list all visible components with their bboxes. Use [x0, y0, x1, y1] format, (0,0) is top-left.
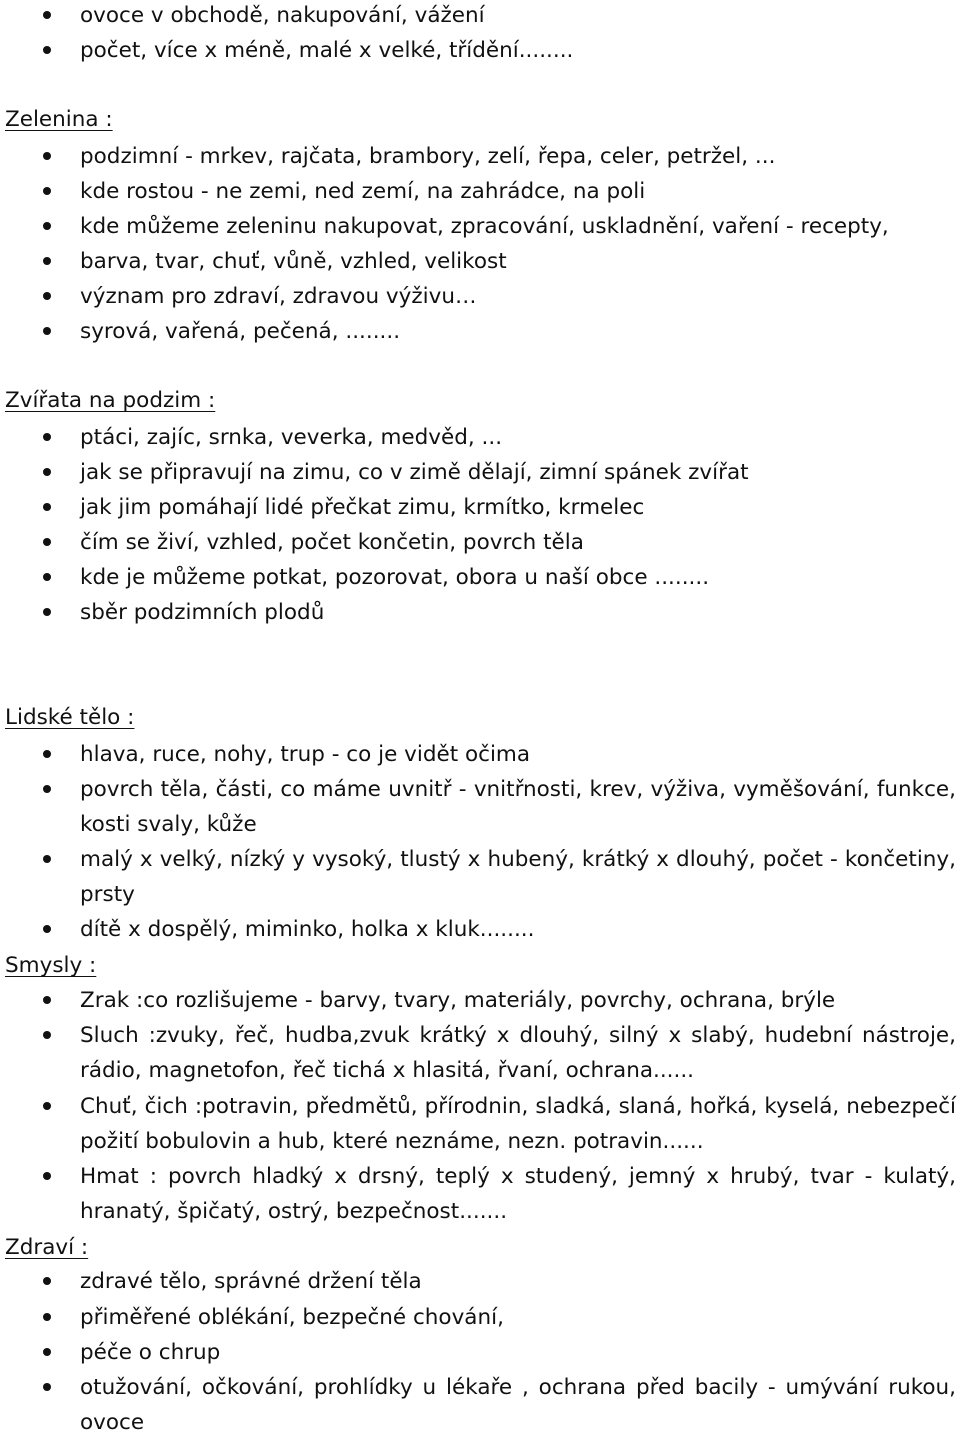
bullet-icon [43, 1102, 51, 1110]
list-item-text: kde je můžeme potkat, pozorovat, obora u naší obce ........ [80, 565, 710, 590]
list-item [80, 455, 956, 490]
list-item-text: otužování, očkování, prohlídky u lékaře , ochrana před bacily - umývání rukou, ovoce [80, 1375, 956, 1435]
list-item-text: kde můžeme zeleninu nakupovat, zpracování, uskladnění, vaření - recepty, [80, 214, 889, 239]
list-item [80, 1089, 956, 1159]
bullet-icon [43, 152, 51, 160]
list-item [80, 209, 956, 244]
list-item [80, 525, 956, 560]
list-item-text: Zrak :co rozlišujeme - barvy, tvary, materiály, povrchy, ochrana, brýle [80, 988, 836, 1013]
bullet-icon [43, 855, 51, 863]
list-item-text: dítě x dospělý, miminko, holka x kluk........ [80, 917, 535, 942]
list-item [80, 737, 956, 772]
bullet-icon [43, 468, 51, 476]
list-item-text: kde rostou - ne zemi, ned zemí, na zahrádce, na poli [80, 179, 646, 204]
bullet-icon [43, 1313, 51, 1321]
list-item [80, 983, 956, 1018]
bullet-icon [43, 996, 51, 1004]
bullet-icon [43, 327, 51, 335]
list-item-text: Sluch :zvuky, řeč, hudba,zvuk krátký x dlouhý, silný x slabý, hudební nástroje, rádio, magnetofon, řeč tichá x hlasitá, řvaní, ochrana...... [80, 1023, 956, 1083]
list-item [80, 244, 956, 279]
list-item [80, 139, 956, 174]
bullet-icon [43, 1277, 51, 1285]
list-item-text: malý x velký, nízký y vysoký, tlustý x hubený, krátký x dlouhý, počet - končetiny, prsty [80, 847, 956, 907]
list-item-text: péče o chrup [80, 1340, 221, 1365]
bullet-icon [43, 433, 51, 441]
bullet-icon [43, 1031, 51, 1039]
list-item-text: sběr podzimních plodů [80, 600, 325, 625]
list-item-text: Hmat : povrch hladký x drsný, teplý x studený, jemný x hrubý, tvar - kulatý, hranatý, špičatý, ostrý, bezpečnost....... [80, 1164, 956, 1224]
list-item-text: zdravé tělo, správné držení těla [80, 1269, 422, 1294]
list-item [80, 490, 956, 525]
list-item-text: ptáci, zajíc, srnka, veverka, medvěd, ... [80, 425, 503, 450]
bullet-icon [43, 608, 51, 616]
list-item [80, 1159, 956, 1229]
list-item [80, 33, 956, 68]
list-item-text: povrch těla, části, co máme uvnitř - vnitřnosti, krev, výživa, vyměšování, funkce, kosti svaly, kůže [80, 777, 956, 837]
list-item-text: význam pro zdraví, zdravou výživu… [80, 284, 477, 309]
list-item [80, 314, 956, 349]
bullet-icon [43, 46, 51, 54]
list-item [80, 595, 956, 630]
list-item [80, 842, 956, 912]
bullet-icon [43, 925, 51, 933]
list-item [80, 1370, 956, 1440]
bullet-icon [43, 292, 51, 300]
list-item [80, 1018, 956, 1088]
bullet-icon [43, 750, 51, 758]
list-item-text: Chuť, čich :potravin, předmětů, přírodnin, sladká, slaná, hořká, kyselá, nebezpečí požití bobulovin a hub, které neznáme, nezn. potravin...... [80, 1094, 956, 1154]
list-item [80, 174, 956, 209]
list-item [80, 912, 956, 947]
bullet-icon [43, 785, 51, 793]
list-item-text: čím se živí, vzhled, počet končetin, povrch těla [80, 530, 584, 555]
bullet-icon [43, 187, 51, 195]
list-item [80, 1335, 956, 1370]
list-item [80, 420, 956, 455]
section-heading-zdravi: Zdraví : [5, 1235, 89, 1260]
list-item-text: barva, tvar, chuť, vůně, vzhled, velikost [80, 249, 507, 274]
list-item [80, 772, 956, 842]
list-item-text: počet, více x méně, malé x velké, třídění........ [80, 38, 574, 63]
list-item-text: jak jim pomáhají lidé přečkat zimu, krmítko, krmelec [80, 495, 645, 520]
list-item [80, 560, 956, 595]
bullet-icon [43, 1172, 51, 1180]
list-item-text: ovoce v obchodě, nakupování, vážení [80, 3, 485, 28]
section-heading-zvirata: Zvířata na podzim : [5, 388, 216, 413]
list-item-text: syrová, vařená, pečená, ........ [80, 319, 401, 344]
list-item-text: hlava, ruce, nohy, trup - co je vidět očima [80, 742, 531, 767]
section-heading-smysly: Smysly : [5, 953, 97, 978]
bullet-icon [43, 573, 51, 581]
bullet-icon [43, 1348, 51, 1356]
bullet-icon [43, 503, 51, 511]
bullet-icon [43, 1383, 51, 1391]
list-item [80, 1300, 956, 1335]
bullet-icon [43, 257, 51, 265]
list-item-text: jak se připravují na zimu, co v zimě dělají, zimní spánek zvířat [80, 460, 749, 485]
list-item-text: přiměřené oblékání, bezpečné chování, [80, 1305, 504, 1330]
bullet-icon [43, 538, 51, 546]
list-item-text: podzimní - mrkev, rajčata, brambory, zelí, řepa, celer, petržel, ... [80, 144, 776, 169]
section-heading-telo: Lidské tělo : [5, 705, 135, 730]
list-item [80, 279, 956, 314]
bullet-icon [43, 222, 51, 230]
bullet-icon [43, 11, 51, 19]
list-item [80, 0, 956, 33]
list-item [80, 1264, 956, 1299]
section-heading-zelenina: Zelenina : [5, 107, 113, 132]
